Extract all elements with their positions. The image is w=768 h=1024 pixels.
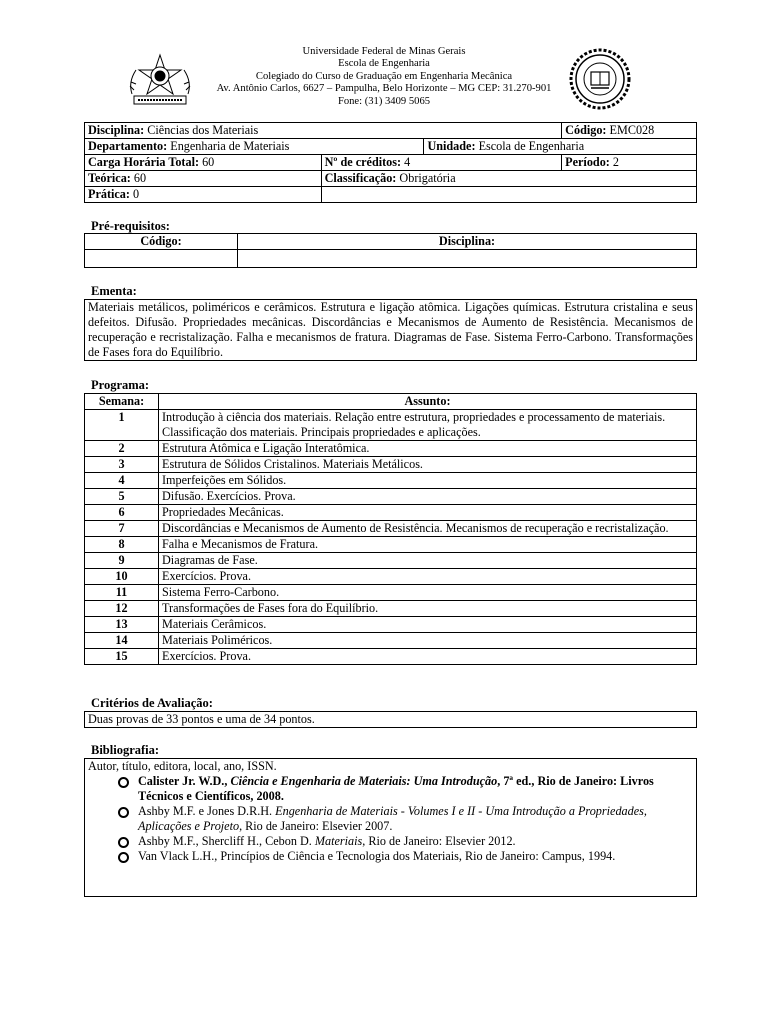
classificacao-value: Obrigatória <box>399 171 456 185</box>
bibliografia-list <box>88 774 693 864</box>
bib-title: Ciência e Engenharia de Materiais: Uma Introdução <box>230 774 498 788</box>
prereq-table <box>84 233 697 268</box>
unidade-label: Unidade: <box>427 139 476 153</box>
classificacao-cell <box>321 171 696 187</box>
table-row <box>85 505 697 521</box>
table-row <box>85 394 697 410</box>
teorica-label: Teórica: <box>88 171 131 185</box>
semana-cell: 5 <box>85 489 159 505</box>
assunto-cell: Exercícios. Prova. <box>159 649 697 665</box>
ementa-title: Ementa: <box>91 284 137 298</box>
semana-cell: 12 <box>85 601 159 617</box>
table-row <box>85 489 697 505</box>
table-row <box>85 633 697 649</box>
table-row <box>85 250 697 268</box>
assunto-cell: Propriedades Mecânicas. <box>159 505 697 521</box>
prereq-col-codigo: Código: <box>85 234 238 250</box>
disciplina-cell <box>85 123 562 139</box>
unidade-cell <box>424 139 697 155</box>
disciplina-value: Ciências dos Materiais <box>147 123 259 137</box>
assunto-cell: Exercícios. Prova. <box>159 569 697 585</box>
assunto-cell: Estrutura de Sólidos Cristalinos. Materiais Metálicos. <box>159 457 697 473</box>
header-school: Escola de Engenharia <box>338 58 430 70</box>
semana-cell: 1 <box>85 410 159 441</box>
classificacao-label: Classificação: <box>324 171 397 185</box>
codigo-value: EMC028 <box>609 123 655 137</box>
codigo-cell <box>562 123 697 139</box>
bibliografia-item <box>138 774 693 804</box>
bib-author: Ashby M.F. e Jones D.R.H. <box>138 804 276 818</box>
header-university: Universidade Federal de Minas Gerais <box>302 46 466 57</box>
bibliografia-item <box>138 834 693 849</box>
table-row <box>85 139 697 155</box>
table-row <box>85 537 697 553</box>
table-row <box>85 553 697 569</box>
table-row <box>85 601 697 617</box>
pratica-label: Prática: <box>88 187 130 201</box>
bib-author: Calister Jr. W.D., <box>138 774 231 788</box>
codigo-label: Código: <box>565 123 607 137</box>
table-row <box>85 649 697 665</box>
departamento-label: Departamento: <box>88 139 168 153</box>
semana-cell: 13 <box>85 617 159 633</box>
criterios-text: Duas provas de 33 pontos e uma de 34 pontos. <box>84 711 697 728</box>
assunto-cell: Diagramas de Fase. <box>159 553 697 569</box>
bib-title: Materiais <box>314 834 363 848</box>
creditos-cell <box>321 155 562 171</box>
criterios-title: Critérios de Avaliação: <box>91 696 213 710</box>
assunto-cell: Materiais Cerâmicos. <box>159 617 697 633</box>
semana-cell: 14 <box>85 633 159 649</box>
bib-title: Engenharia de Materiais - Volumes I e II - Uma Introdução a Propriedades, Aplicações e Projeto <box>138 804 647 833</box>
table-row <box>85 410 697 441</box>
semana-cell: 2 <box>85 441 159 457</box>
semana-cell: 10 <box>85 569 159 585</box>
empty-cell <box>321 187 696 203</box>
table-row <box>85 585 697 601</box>
disciplina-label: Disciplina: <box>88 123 145 137</box>
creditos-label: Nº de créditos: <box>324 155 402 169</box>
header-phone: Fone: (31) 3409 5065 <box>337 95 431 107</box>
assunto-cell: Estrutura Atômica e Ligação Interatômica. <box>159 441 697 457</box>
assunto-cell: Sistema Ferro-Carbono. <box>159 585 697 601</box>
assunto-cell: Transformações de Fases fora do Equilíbrio. <box>159 601 697 617</box>
periodo-value: 2 <box>612 155 619 169</box>
pratica-cell <box>85 187 322 203</box>
assunto-cell: Falha e Mecanismos de Fratura. <box>159 537 697 553</box>
table-row <box>85 234 697 250</box>
bibliografia-item <box>138 804 693 834</box>
table-row <box>85 171 697 187</box>
semana-cell: 7 <box>85 521 159 537</box>
table-row <box>85 521 697 537</box>
semana-cell: 4 <box>85 473 159 489</box>
engineering-school-seal-icon <box>569 48 631 110</box>
assunto-cell: Materiais Poliméricos. <box>159 633 697 649</box>
table-row <box>85 617 697 633</box>
bibliografia-box <box>84 758 697 897</box>
semana-cell: 6 <box>85 505 159 521</box>
departamento-cell <box>85 139 424 155</box>
table-row <box>85 441 697 457</box>
table-row <box>85 457 697 473</box>
programa-col-assunto: Assunto: <box>159 394 697 410</box>
bib-author: Van Vlack L.H., Princípios de Ciência e Tecnologia dos Materiais, Rio de Janeiro: Campus, 1994. <box>138 849 616 863</box>
departamento-value: Engenharia de Materiais <box>170 139 290 153</box>
carga-cell <box>85 155 322 171</box>
table-row <box>85 473 697 489</box>
table-row <box>85 569 697 585</box>
ementa-text: Materiais metálicos, poliméricos e cerâmicos. Estrutura e ligação atômica. Ligações químicas. Estrutura cristalina e seus defeitos. Difusão. Propriedades mecânicas. Discordâncias e Mecanismos de Aumento de Resistência. Mecanismos de recuperação e recristalização. Falha e mecanismos de fratura. Diagramas de Fase. Sistema Ferro-Carbono. Transformações de Fases fora do Equilíbrio. <box>84 299 697 361</box>
programa-table <box>84 393 697 665</box>
table-row <box>85 123 697 139</box>
teorica-value: 60 <box>133 171 147 185</box>
assunto-cell: Discordâncias e Mecanismos de Aumento de Resistência. Mecanismos de recuperação e recristalização. <box>159 521 697 537</box>
teorica-cell <box>85 171 322 187</box>
course-info-table <box>84 122 697 203</box>
prereq-col-disciplina: Disciplina: <box>238 234 697 250</box>
programa-title: Programa: <box>91 378 150 392</box>
assunto-cell: Imperfeições em Sólidos. <box>159 473 697 489</box>
semana-cell: 8 <box>85 537 159 553</box>
header-colegiado: Colegiado do Curso de Graduação em Engenharia Mecânica <box>255 70 513 82</box>
creditos-value: 4 <box>404 155 411 169</box>
periodo-label: Período: <box>565 155 610 169</box>
semana-cell: 9 <box>85 553 159 569</box>
bibliografia-item <box>138 849 693 864</box>
institution-header <box>0 46 768 108</box>
bib-publisher: , Rio de Janeiro: Elsevier 2012. <box>362 834 516 848</box>
semana-cell: 15 <box>85 649 159 665</box>
prereq-title: Pré-requisitos: <box>91 219 170 233</box>
table-row <box>85 155 697 171</box>
bibliografia-intro: Autor, título, editora, local, ano, ISSN. <box>88 759 277 773</box>
pratica-value: 0 <box>133 187 140 201</box>
programa-col-semana: Semana: <box>85 394 159 410</box>
semana-cell: 11 <box>85 585 159 601</box>
carga-value: 60 <box>202 155 215 169</box>
periodo-cell <box>562 155 697 171</box>
carga-label: Carga Horária Total: <box>88 155 200 169</box>
header-address: Av. Antônio Carlos, 6627 – Pampulha, Belo Horizonte – MG CEP: 31.270-901 <box>216 83 552 95</box>
assunto-cell: Introdução à ciência dos materiais. Relação entre estrutura, propriedades e processamento de materiais. Classificação dos materiais. Principais propriedades e aplicações. <box>159 410 697 441</box>
assunto-cell: Difusão. Exercícios. Prova. <box>159 489 697 505</box>
bibliografia-title: Bibliografia: <box>91 743 160 757</box>
semana-cell: 3 <box>85 457 159 473</box>
bib-author: Ashby M.F., Shercliff H., Cebon D. <box>138 834 315 848</box>
table-row <box>85 187 697 203</box>
unidade-value: Escola de Engenharia <box>478 139 585 153</box>
bib-publisher: , 7ª ed., Rio de Janeiro: Livros Técnicos e Científicos, 2008. <box>138 774 654 803</box>
bib-publisher: , Rio de Janeiro: Elsevier 2007. <box>239 819 393 833</box>
